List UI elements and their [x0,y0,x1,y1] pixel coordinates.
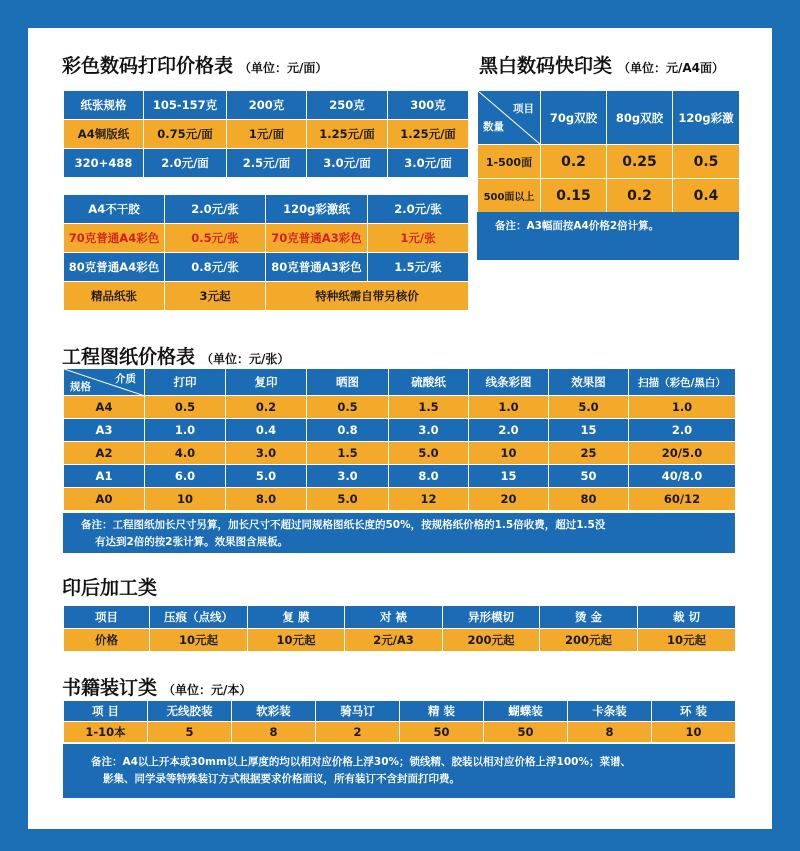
table-header: 项 目 [64,701,148,722]
table-cell: 50 [400,722,484,743]
table-header: 晒图 [307,369,389,396]
bw-print-title [479,51,724,78]
table-cell: 1.5 [307,442,389,465]
paper-price-table [63,194,469,311]
table-cell: 250克 [307,91,388,120]
table-cell: 200元起 [540,629,638,652]
table-cell: 1元/面 [227,120,307,149]
engineering-note-line1: 备注：工程图纸加长尺寸另算，加长尺寸不超过同规格图纸长度的50%，按规格纸价格的1.5倍收费，超过1.5没 [81,519,606,531]
table-cell: 0.15 [541,179,607,213]
table-cell: 105-157克 [144,91,227,120]
binding-title [62,673,251,700]
table-row [64,91,469,120]
table-cell: 5.0 [307,488,389,511]
bw-print-table [477,90,740,213]
table-cell: 5 [148,722,232,743]
table-header: 80g双胶 [607,91,673,145]
post-press-title-text: 印后加工类 [62,577,158,599]
binding-title-text: 书籍装订类 [62,677,158,699]
table-header: 环 装 [652,701,736,722]
table-cell: 200克 [227,91,307,120]
table-header: 骑马订 [316,701,400,722]
table-cell: 0.2 [541,145,607,179]
color-print-table [63,90,469,178]
diagonal-header-cell [478,91,541,145]
table-cell: A1 [64,465,145,488]
table-header: 对 裱 [345,606,443,629]
table-cell: 15 [549,419,629,442]
table-row [478,91,740,145]
table-cell: 20 [469,488,549,511]
binding-note-line2: 影集、同学录等特殊装订方式根据要求价格面议，所有装订不含封面打印费。 [103,773,460,785]
table-cell: 40/8.0 [629,465,736,488]
table-cell: 8.0 [389,465,469,488]
table-cell: 2元/A3 [345,629,443,652]
bw-print-title-text: 黑白数码快印类 [479,55,613,77]
binding-table [63,700,736,743]
table-row [64,253,469,282]
table-cell: 1-10本 [64,722,148,743]
table-cell: 70克普通A3彩色 [266,224,368,253]
engineering-table [63,368,736,511]
table-cell: 10元起 [150,629,248,652]
table-cell: 80克普通A3彩色 [266,253,368,282]
table-cell: 320+488 [64,149,144,178]
table-cell: 50 [549,465,629,488]
table-cell: 0.4 [673,179,740,213]
table-cell: 10元起 [248,629,345,652]
table-cell: 12 [389,488,469,511]
table-cell: 5.0 [226,465,307,488]
table-cell: 0.8元/张 [165,253,266,282]
table-cell: 0.5 [307,396,389,419]
color-print-unit: （单位：元/面） [239,61,328,75]
table-cell: 120g彩激纸 [266,195,368,224]
table-cell: 0.5 [145,396,226,419]
diagonal-header-cell [64,369,145,396]
table-row [64,282,469,311]
diagonal-line [478,91,541,145]
table-cell: 纸张规格 [64,91,144,120]
table-row [64,224,469,253]
table-row [478,179,740,213]
table-cell: 8.0 [226,488,307,511]
table-cell: 0.4 [226,419,307,442]
table-cell: A3 [64,419,145,442]
table-cell: 10元起 [638,629,736,652]
table-cell: 0.5元/张 [165,224,266,253]
bw-note [477,212,739,260]
table-cell: 0.75元/面 [144,120,227,149]
table-row [64,701,736,722]
table-cell: 精品纸张 [64,282,165,311]
binding-note-line1: 备注：A4以上开本或30mm以上厚度的均以相对应价格上浮30%；锁线精、胶装以相对应价格上浮100%；菜谱、 [91,756,631,768]
table-cell: 2.0元/张 [165,195,266,224]
table-cell: 2.0元/张 [368,195,469,224]
table-cell: A4不干胶 [64,195,165,224]
table-cell: 1.25元/面 [307,120,388,149]
table-cell: 2.0 [629,419,736,442]
table-cell: 6.0 [145,465,226,488]
table-cell: 3.0 [389,419,469,442]
table-cell: 60/12 [629,488,736,511]
color-print-title-text: 彩色数码打印价格表 [62,55,234,77]
bw-note-text: 备注：A3幅面按A4价格2倍计算。 [495,220,660,232]
table-cell: 1.0 [469,396,549,419]
binding-note [63,744,735,798]
table-cell: 0.25 [607,145,673,179]
table-row [64,442,736,465]
engineering-note [63,513,735,553]
corner-bottom-label: 数量 [483,121,504,133]
table-cell: 0.5 [673,145,740,179]
table-cell: 1元/张 [368,224,469,253]
post-press-table [63,605,736,652]
table-header: 裁 切 [638,606,736,629]
table-cell: 3.0 [307,465,389,488]
table-row [64,465,736,488]
table-cell: 20/5.0 [629,442,736,465]
corner-top-label: 介质 [115,373,136,385]
table-header: 蝴蝶装 [484,701,568,722]
table-header: 压痕（点线） [150,606,248,629]
table-cell: 3.0 [226,442,307,465]
table-cell: 300克 [388,91,469,120]
table-cell: 0.8 [307,419,389,442]
table-cell: 1.5 [389,396,469,419]
table-cell: 80克普通A4彩色 [64,253,165,282]
table-cell: 特种纸需自带另核价 [266,282,469,311]
table-cell: 价格 [64,629,150,652]
table-header: 线条彩图 [469,369,549,396]
corner-top-label: 项目 [513,103,534,115]
table-cell: 4.0 [145,442,226,465]
table-row [64,120,469,149]
post-press-title [62,573,157,600]
table-cell: 0.2 [607,179,673,213]
engineering-unit: （单位：元/张） [201,352,290,366]
table-cell: A4铜版纸 [64,120,144,149]
table-cell: A0 [64,488,145,511]
table-row [64,396,736,419]
table-header: 硫酸纸 [389,369,469,396]
table-cell: 0.2 [226,396,307,419]
table-cell: 3.0元/面 [307,149,388,178]
engineering-title-text: 工程图纸价格表 [62,346,196,368]
table-cell: 1.5元/张 [368,253,469,282]
table-cell: 25 [549,442,629,465]
engineering-note-line2: 有达到2倍的按2张计算。效果图含展板。 [95,536,289,548]
table-cell: 1-500面 [478,145,541,179]
table-header: 扫描（彩色/黑白） [629,369,736,396]
table-cell: 10 [469,442,549,465]
engineering-title [62,342,289,369]
table-cell: 1.0 [629,396,736,419]
bw-print-unit: （单位：元/A4面） [618,61,725,75]
table-row [64,149,469,178]
table-header: 复 膜 [248,606,345,629]
table-cell: 10 [145,488,226,511]
table-cell: 5.0 [389,442,469,465]
table-cell: 80 [549,488,629,511]
table-cell: 2 [316,722,400,743]
table-row [64,722,736,743]
table-cell: 3.0元/面 [388,149,469,178]
table-row [64,195,469,224]
table-cell: 2.0 [469,419,549,442]
table-row [64,629,736,652]
table-header: 异形模切 [443,606,540,629]
table-cell: 1.0 [145,419,226,442]
table-header: 烫 金 [540,606,638,629]
table-row [64,369,736,396]
table-cell: 10 [652,722,736,743]
table-cell: 200元起 [443,629,540,652]
table-header: 软彩装 [232,701,316,722]
table-cell: 50 [484,722,568,743]
table-row [478,145,740,179]
table-row [64,419,736,442]
table-cell: 3元起 [165,282,266,311]
binding-unit: （单位：元/本） [163,683,252,697]
table-cell: 1.25元/面 [388,120,469,149]
table-cell: 8 [232,722,316,743]
table-header: 精 装 [400,701,484,722]
table-cell: 2.5元/面 [227,149,307,178]
table-cell: 15 [469,465,549,488]
table-header: 卡条装 [568,701,652,722]
table-header: 120g彩激 [673,91,740,145]
table-cell: 500面以上 [478,179,541,213]
color-print-title [62,51,327,78]
table-header: 70g双胶 [541,91,607,145]
table-cell: 8 [568,722,652,743]
table-cell: A4 [64,396,145,419]
table-cell: 70克普通A4彩色 [64,224,165,253]
table-cell: A2 [64,442,145,465]
table-cell: 5.0 [549,396,629,419]
table-header: 项目 [64,606,150,629]
table-row [64,488,736,511]
corner-bottom-label: 规格 [70,381,91,393]
table-header: 无线胶装 [148,701,232,722]
table-row [64,606,736,629]
table-cell: 2.0元/面 [144,149,227,178]
table-header: 打印 [145,369,226,396]
table-header: 复印 [226,369,307,396]
table-header: 效果图 [549,369,629,396]
